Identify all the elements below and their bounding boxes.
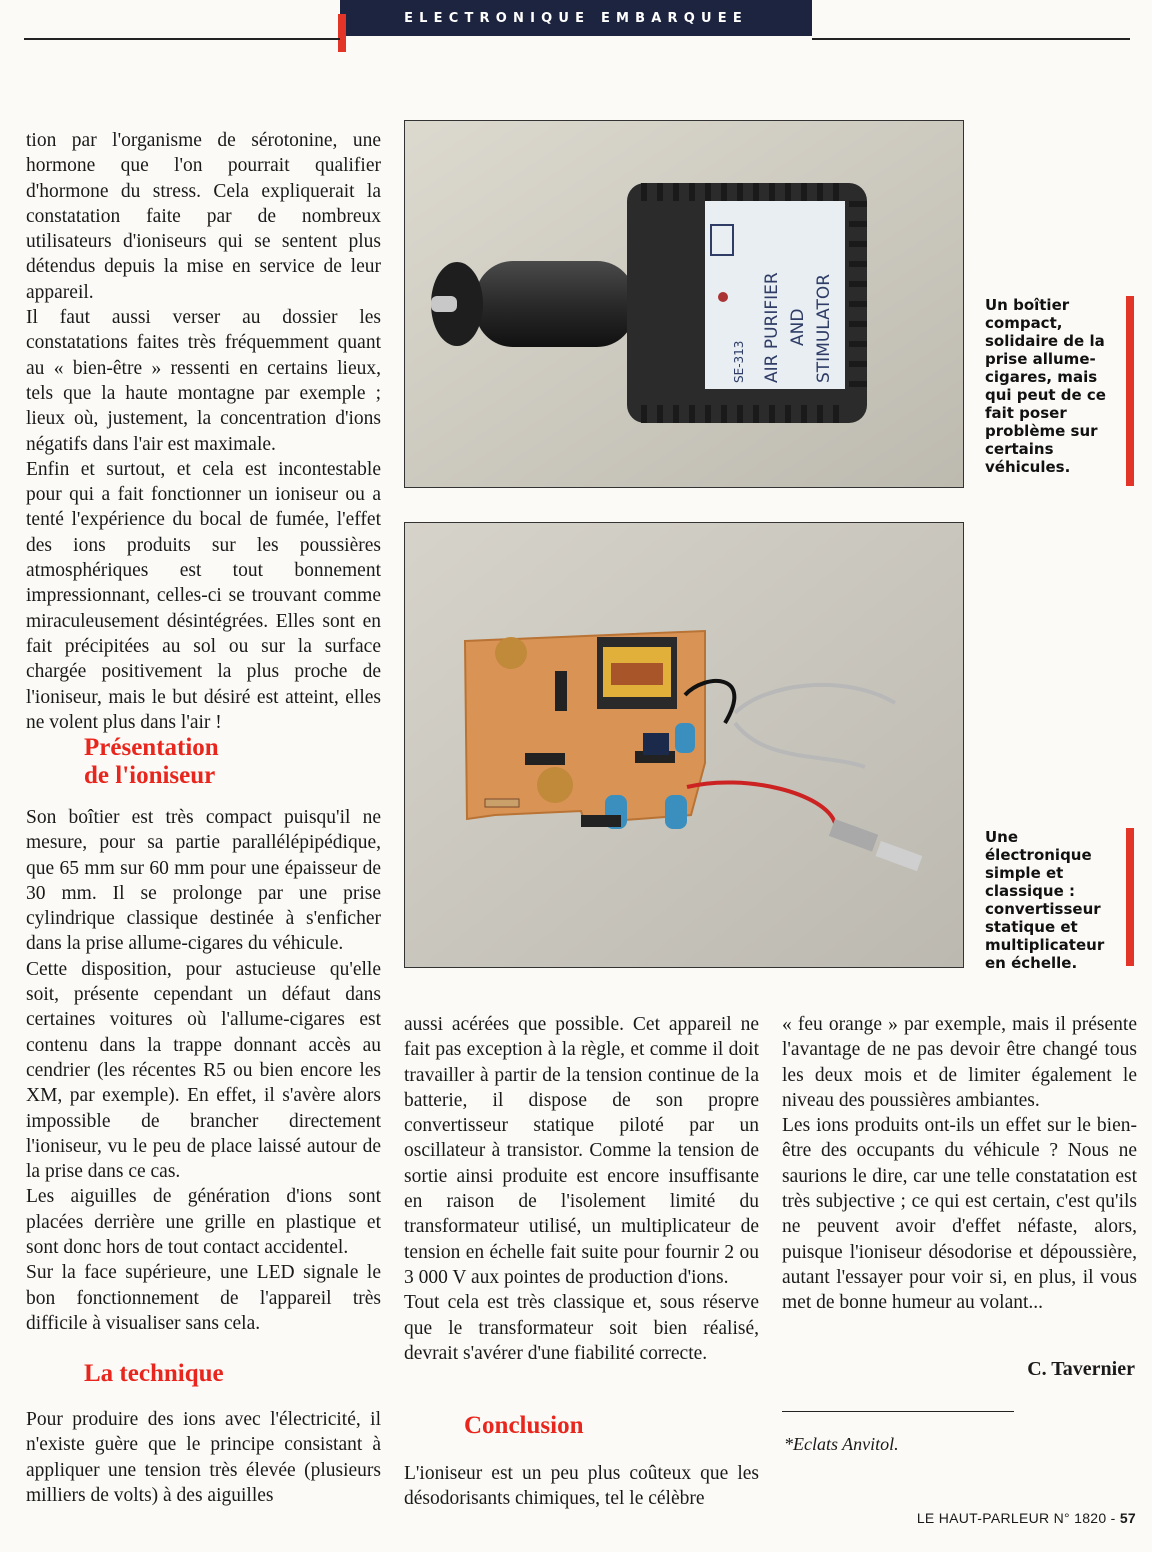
paragraph: Les aiguilles de génération d'ions sont placées derrière une grille en plastique et sont donc hors de tout contact accidentel. bbox=[26, 1186, 381, 1259]
footnote-rule bbox=[782, 1411, 1014, 1412]
heading-presentation bbox=[84, 734, 384, 790]
photo-circuit-board bbox=[404, 522, 964, 968]
label-line-1: AIR PURIFIER bbox=[762, 272, 782, 383]
resistor bbox=[485, 799, 519, 807]
caption-photo-1: Un boîtier compact, solidaire de la prise allume-cigares, mais qui peut de ce fait poser problème sur certains véhicules. bbox=[985, 296, 1106, 476]
electrolytic-capacitor bbox=[665, 795, 687, 829]
column-1-section-2 bbox=[26, 805, 381, 1336]
magazine-name: LE HAUT-PARLEUR bbox=[916, 1510, 1050, 1526]
photo-ionizer-box bbox=[404, 120, 964, 488]
electrolytic-capacitor bbox=[675, 723, 695, 753]
caption-photo-2: Une électronique simple et classique : convertisseur statique et multiplicateur en échelle. bbox=[985, 828, 1105, 972]
capacitor bbox=[495, 637, 527, 669]
issue-number: N° 1820 bbox=[1053, 1510, 1107, 1526]
heading-line: Présentation bbox=[84, 734, 219, 761]
paragraph: tion par l'organisme de sérotonine, une hormone que l'on pourrait qualifier d'hormone du stress. Cela expliquerait la constatation faite par de nombreux utilisateurs d'ioniseurs qui se sentent plus détendus depuis la mise en service de leur appareil. bbox=[26, 130, 381, 303]
diode bbox=[581, 815, 621, 827]
diode bbox=[555, 671, 567, 711]
heading-conclusion: Conclusion bbox=[464, 1412, 584, 1439]
section-title: ELECTRONIQUE EMBARQUEE bbox=[404, 10, 748, 26]
paragraph: Cette disposition, pour astucieuse qu'elle soit, présente cependant un défaut dans certaines voitures où l'allume-cigares est contenu dans la trappe donnant accès au cendrier (les récentes R5 ou bien encore les XM, par exemple). En effet, il s'avère alors impossible de brancher directement l'ioniseur, vu le peu de place laissé autour de la prise dans ce cas. bbox=[26, 958, 381, 1183]
diode bbox=[525, 753, 565, 765]
paragraph: aussi acérées que possible. Cet appareil ne fait pas exception à la règle, et comme il doit travailler à partir de la tension continue de la batterie, il dispose de son propre convertisseur statique piloté par un oscillateur à transistor. Comme la tension de sortie ainsi produite est encore insuffisante en raison de l'isolement limité du transformateur utilisé, un multiplicateur de tension en échelle fait suite pour fournir 2 ou 3 000 V aux pointes de production d'ions. bbox=[404, 1014, 759, 1288]
label-line-2: AND bbox=[788, 308, 808, 346]
label-model: SE-313 bbox=[732, 340, 746, 383]
ionizer-box-illustration bbox=[405, 121, 963, 487]
paragraph: Son boîtier est très compact puisqu'il ne mesure, pour sa partie parallélépipédique, que 65 mm sur 60 mm pour une épaisseur de 30 mm. Il se prolonge par une prise cylindrique classique destinée à s'enficher dans la prise allume-cigares du véhicule. bbox=[26, 807, 381, 955]
column-3 bbox=[782, 1012, 1137, 1316]
capacitor bbox=[537, 767, 573, 803]
page-number: 57 bbox=[1119, 1510, 1136, 1526]
heading-line: de l'ioniseur bbox=[84, 762, 216, 789]
header-rule-right bbox=[812, 38, 1130, 40]
paragraph: Sur la face supérieure, une LED signale le bon fonctionnement de l'appareil très difficile à visualiser sans cela. bbox=[26, 1262, 381, 1334]
paragraph: Il faut aussi verser au dossier les constatations faites très fréquemment quant au « bien-être » ressenti en certains lieux, tels que la haute montagne par exemple ; lieux où, justement, la concentration d'ions négatifs dans l'air est maximale. bbox=[26, 307, 381, 455]
column-2-section-2 bbox=[404, 1461, 759, 1512]
page-footer bbox=[860, 1510, 1136, 1526]
circuit-board-illustration bbox=[405, 523, 963, 967]
footnote: *Eclats Anvitol. bbox=[784, 1434, 899, 1454]
led-indicator bbox=[718, 292, 728, 302]
paragraph: Pour produire des ions avec l'électricité, il n'existe guère que le principe consistant à appliquer une tension très élevée (plusieurs milliers de volts) à des aiguilles bbox=[26, 1409, 381, 1506]
section-header bbox=[340, 0, 812, 36]
footer-separator: - bbox=[1106, 1510, 1120, 1526]
paragraph: Enfin et surtout, et cela est incontestable pour qui a fait fonctionner un ioniseur ou a tenté l'expérience du bocal de fumée, l'effet des ions produits sur les poussières atmosphériques est tout bonnement impressionnant, celles-ci se trouvant comme miraculeusement désintégrées. Elles sont en fait précipitées au sol ou sur la surface chargée positivement la plus proche de l'ioniseur, mais le but désiré est atteint, elles ne volent plus dans l'air ! bbox=[26, 458, 381, 733]
header-accent-bar bbox=[338, 14, 346, 52]
paragraph: L'ioniseur est un peu plus coûteux que les désodorisants chimiques, tel le célèbre bbox=[404, 1463, 759, 1510]
column-1 bbox=[26, 128, 381, 735]
column-1-section-3 bbox=[26, 1407, 381, 1508]
paragraph: « feu orange » par exemple, mais il présente l'avantage de ne pas devoir être changé tous les deux mois et de limiter également le niveau des poussières ambiantes. bbox=[782, 1014, 1137, 1111]
transistor bbox=[643, 733, 669, 755]
paragraph: Les ions produits ont-ils un effet sur le bien-être des occupants du véhicule ? Nous ne saurions le dire, car une telle constatation est très subjective ; ce qui est certain, c'est qu'ils ne peuvent avoir d'effet néfaste, alors, puisque l'ioniseur désodorise et dépoussière, autant l'essayer pour voir si, en plus, il vous met de bonne humeur au volant... bbox=[782, 1115, 1137, 1314]
column-2 bbox=[404, 1012, 759, 1366]
caption-accent-bar bbox=[1126, 828, 1134, 966]
paragraph: Tout cela est très classique et, sous réserve que le transformateur soit bien réalisé, devrait s'avérer d'une fiabilité correcte. bbox=[404, 1292, 759, 1364]
caption-accent-bar bbox=[1126, 296, 1134, 486]
heading-technique: La technique bbox=[84, 1360, 224, 1387]
label-line-3: STIMULATOR bbox=[814, 273, 834, 383]
header-rule-left bbox=[24, 38, 340, 40]
author-signature: C. Tavernier bbox=[1027, 1358, 1135, 1380]
